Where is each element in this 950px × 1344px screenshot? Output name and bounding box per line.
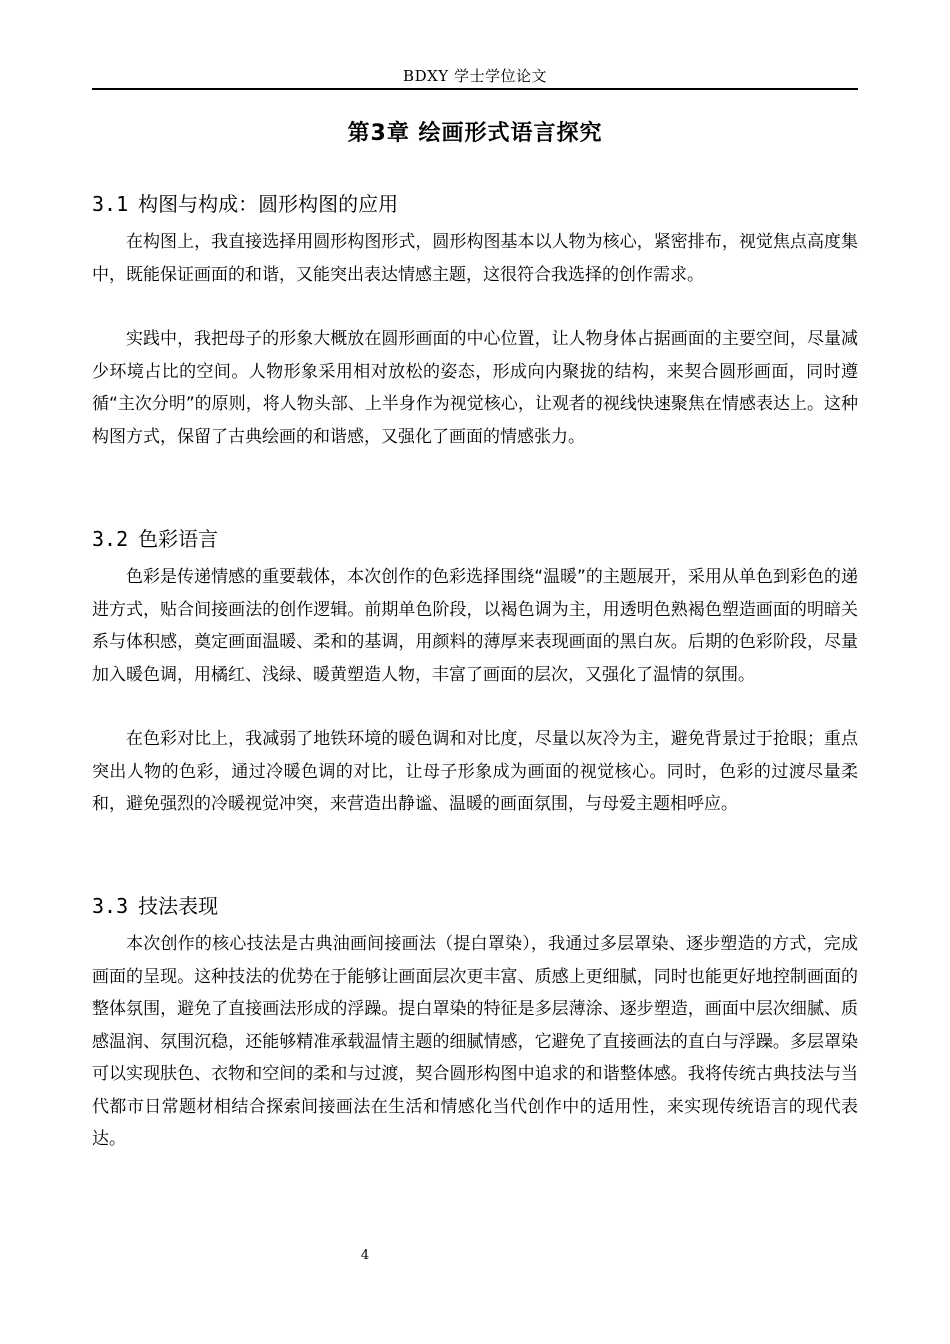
section-number: 3.3 <box>92 894 129 918</box>
paragraph: 实践中，我把母子的形象大概放在圆形画面的中心位置，让人物身体占据画面的主要空间，尽量减少环境占比的空间。人物形象采用相对放松的姿态，形成向内聚拢的结构，来契合圆形画面，同时遵循“主次分明”的原则，将人物头部、上半身作为视觉核心，让观者的视线快速聚焦在情感表达上。这种构图方式，保留了古典绘画的和谐感，又强化了画面的情感张力。 <box>92 329 858 447</box>
paragraph: 在构图上，我直接选择用圆形构图形式，圆形构图基本以人物为核心，紧密排布，视觉焦点高度集中，既能保证画面的和谐，又能突出表达情感主题，这很符合我选择的创作需求。 <box>92 232 858 285</box>
section-heading-3-3 <box>92 890 218 919</box>
header-rule <box>92 88 858 90</box>
running-header: BDXY 学士学位论文 <box>403 67 547 85</box>
section-heading-3-1 <box>92 188 398 217</box>
section-title: 技法表现 <box>138 894 219 918</box>
chapter-title: 第3章 绘画形式语言探究 <box>347 121 603 146</box>
section-title: 色彩语言 <box>138 527 219 551</box>
page-number: 4 <box>360 1248 370 1263</box>
paragraph: 在色彩对比上，我减弱了地铁环境的暖色调和对比度，尽量以灰冷为主，避免背景过于抢眼；重点突出人物的色彩，通过冷暖色调的对比，让母子形象成为画面的视觉核心。同时，色彩的过渡尽量柔和，避免强烈的冷暖视觉冲突，来营造出静谧、温暖的画面氛围，与母爱主题相呼应。 <box>92 729 858 814</box>
paragraph: 本次创作的核心技法是古典油画间接画法（提白罩染），我通过多层罩染、逐步塑造的方式，完成画面的呈现。这种技法的优势在于能够让画面层次更丰富、质感上更细腻，同时也能更好地控制画面的整体氛围，避免了直接画法形成的浮躁。提白罩染的特征是多层薄涂、逐步塑造，画面中层次细腻、质感温润、氛围沉稳，还能够精准承载温情主题的细腻情感，它避免了直接画法的直白与浮躁。多层罩染可以实现肤色、衣物和空间的柔和与过渡，契合圆形构图中追求的和谐整体感。我将传统古典技法与当代都市日常题材相结合探索间接画法在生活和情感化当代创作中的适用性，来实现传统语言的现代表达。 <box>92 934 858 1149</box>
paragraph: 色彩是传递情感的重要载体，本次创作的色彩选择围绕“温暖”的主题展开，采用从单色到彩色的递进方式，贴合间接画法的创作逻辑。前期单色阶段，以褐色调为主，用透明色熟褐色塑造画面的明暗关系与体积感，奠定画面温暖、柔和的基调，用颜料的薄厚来表现画面的黑白灰。后期的色彩阶段，尽量加入暖色调，用橘红、浅绿、暖黄塑造人物，丰富了画面的层次，又强化了温情的氛围。 <box>92 567 858 685</box>
section-heading-3-2 <box>92 523 218 552</box>
section-title: 构图与构成：圆形构图的应用 <box>138 192 399 216</box>
section-number: 3.1 <box>92 192 129 216</box>
section-number: 3.2 <box>92 527 129 551</box>
